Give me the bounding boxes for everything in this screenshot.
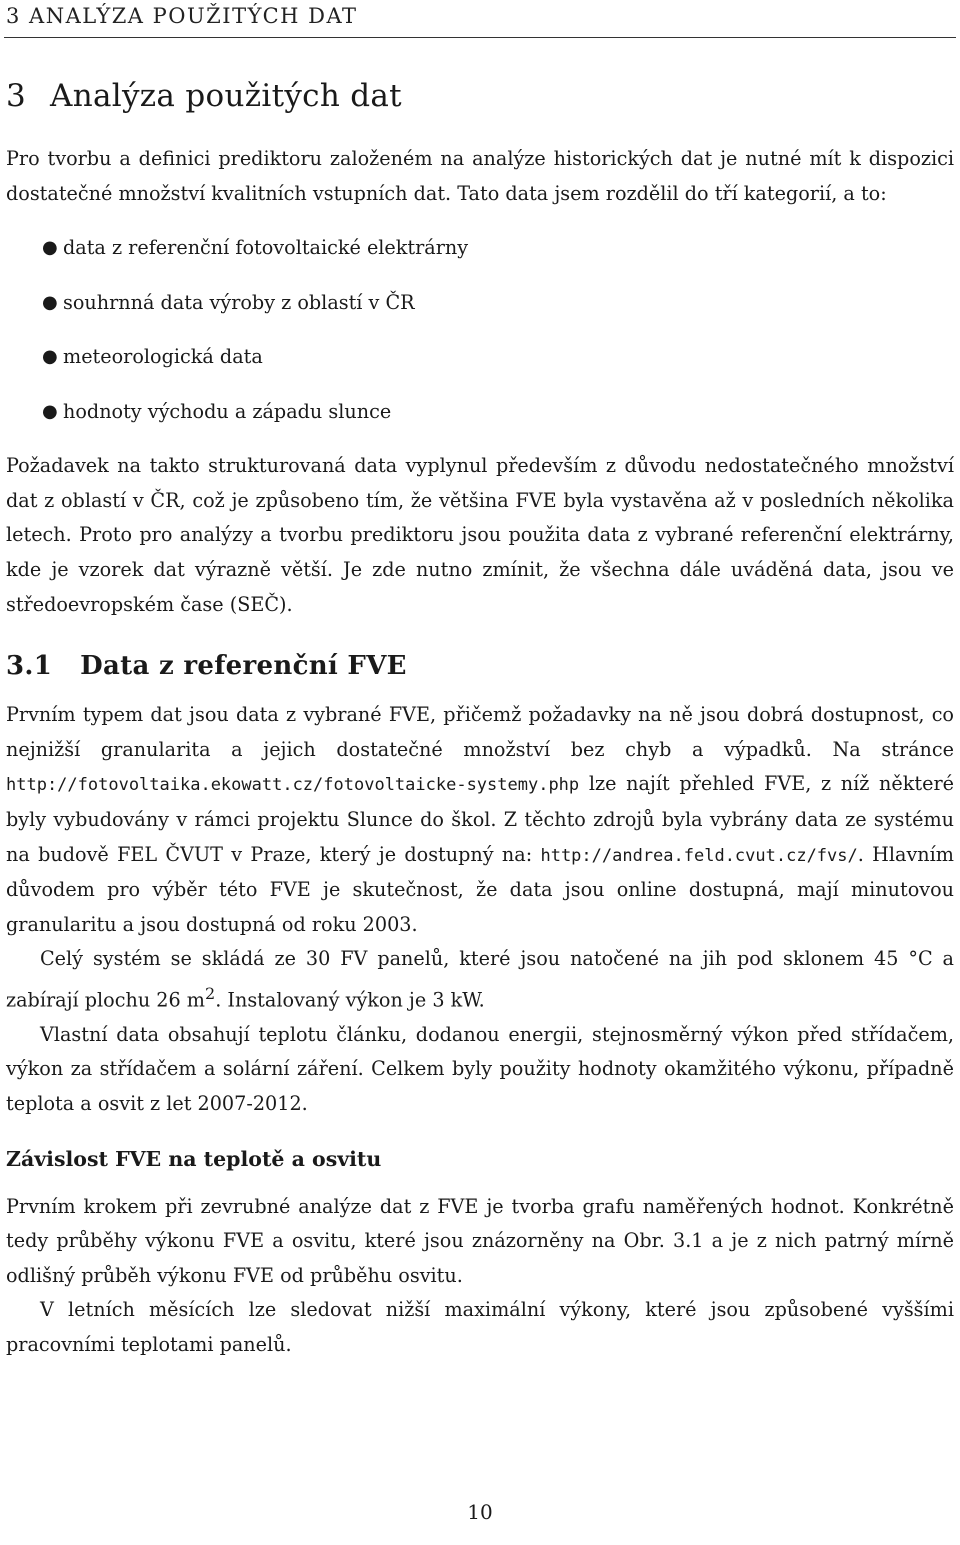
chapter-number: 3 [6, 78, 27, 114]
system-paragraph [6, 942, 954, 1018]
ekowatt-url: http://fotovoltaika.ekowatt.cz/fotovoltaicke-systemy.php [6, 775, 580, 796]
system-text: Celý systém se skládá ze 30 FV panelů, které jsou natočené na jih pod sklonem 45 °C a zabírají plochu 26 m [6, 947, 954, 1012]
category-list [6, 231, 954, 429]
page-number: 10 [467, 1500, 493, 1524]
section-number: 3.1 [6, 651, 53, 682]
section-heading [6, 644, 954, 688]
bullet-icon: ● [42, 291, 58, 313]
bullet-icon: ● [42, 400, 58, 422]
section-text-3: . Hlavním důvodem pro výběr této FVE je skutečnost, že data jsou online dostupná, mají minutovou granularitu a jsou dostupná od roku 2003. [6, 842, 954, 936]
running-header: 3 ANALÝZA POUŽITÝCH DAT [6, 4, 358, 28]
superscript-two: 2 [205, 983, 216, 1003]
section-text-1: Prvním typem dat jsou data z vybrané FVE, přičemž požadavky na ně jsou dobrá dostupnost, co nejnižší granularita a jejich dostatečné množství bez chyb a výpadků. Na stránce [6, 703, 954, 761]
section-paragraph [6, 698, 954, 942]
page-content [6, 70, 954, 1363]
list-item [6, 231, 954, 265]
header-rule [4, 37, 956, 38]
list-item-text: data z referenční fotovoltaické elektrárny [63, 236, 469, 260]
section-text-2: lze najít přehled FVE, z níž některé byly vybudovány v rámci projektu Slunce do škol. Z těchto zdrojů byla vybrány data ze systému na budově FEL ČVUT v Praze, který je dostupný na: [6, 772, 954, 866]
fvs-url: http://andrea.feld.cvut.cz/fvs/ [540, 845, 858, 866]
chapter-title: Analýza použitých dat [50, 78, 402, 114]
intro-paragraph: Pro tvorbu a definici prediktoru založeném na analýze historických dat je nutné mít k dispozici dostatečné množství kvalitních vstupních dat. Tato data jsem rozdělil do tří kategorií, a to: [6, 147, 954, 205]
list-item [6, 340, 954, 374]
section-title: Data z referenční FVE [80, 651, 407, 682]
system-text-tail: . Instalovaný výkon je 3 kW. [215, 988, 485, 1012]
list-item-text: souhrnná data výroby z oblastí v ČR [63, 290, 415, 314]
bullet-icon: ● [42, 346, 58, 368]
chapter-heading [6, 70, 954, 122]
list-item-text: meteorologická data [63, 345, 263, 369]
bullet-icon: ● [42, 237, 58, 259]
list-item [6, 286, 954, 320]
list-item [6, 395, 954, 429]
requirement-paragraph: Požadavek na takto strukturovaná data vyplynul především z důvodu nedostatečného množství dat z oblastí v ČR, což je způsobeno tím, že většina FVE byla vystavěna až v posledních několika letech. Proto pro analýzy a tvorbu prediktoru jsou použita data z vybrané referenční elektrárny, kde je vzorek dat výrazně větší. Je zde nutno zmínit, že všechna dále uváděná data, jsou ve středoevropském čase (SEČ). [6, 454, 954, 616]
summer-paragraph: V letních měsících lze sledovat nižší maximální výkony, které jsou způsobené vyššími pracovními teplotami panelů. [6, 1298, 954, 1357]
subsection-heading: Závislost FVE na teplotě a osvitu [6, 1146, 382, 1171]
first-step-paragraph: Prvním krokem při zevrubné analýze dat z FVE je tvorba grafu naměřených hodnot. Konkrétně tedy průběhy výkonu FVE a osvitu, které jsou znázorněny na Obr. 3.1 a je z nich patrný mírně odlišný průběh výkonu FVE od průběhu osvitu. [6, 1194, 954, 1287]
data-paragraph: Vlastní data obsahují teplotu článku, dodanou energii, stejnosměrný výkon před střídačem, výkon za střídačem a solární záření. Celkem byly použity hodnoty okamžitého výkonu, případně teplota a osvit z let 2007-2012. [6, 1022, 954, 1116]
list-item-text: hodnoty východu a západu slunce [63, 399, 392, 423]
